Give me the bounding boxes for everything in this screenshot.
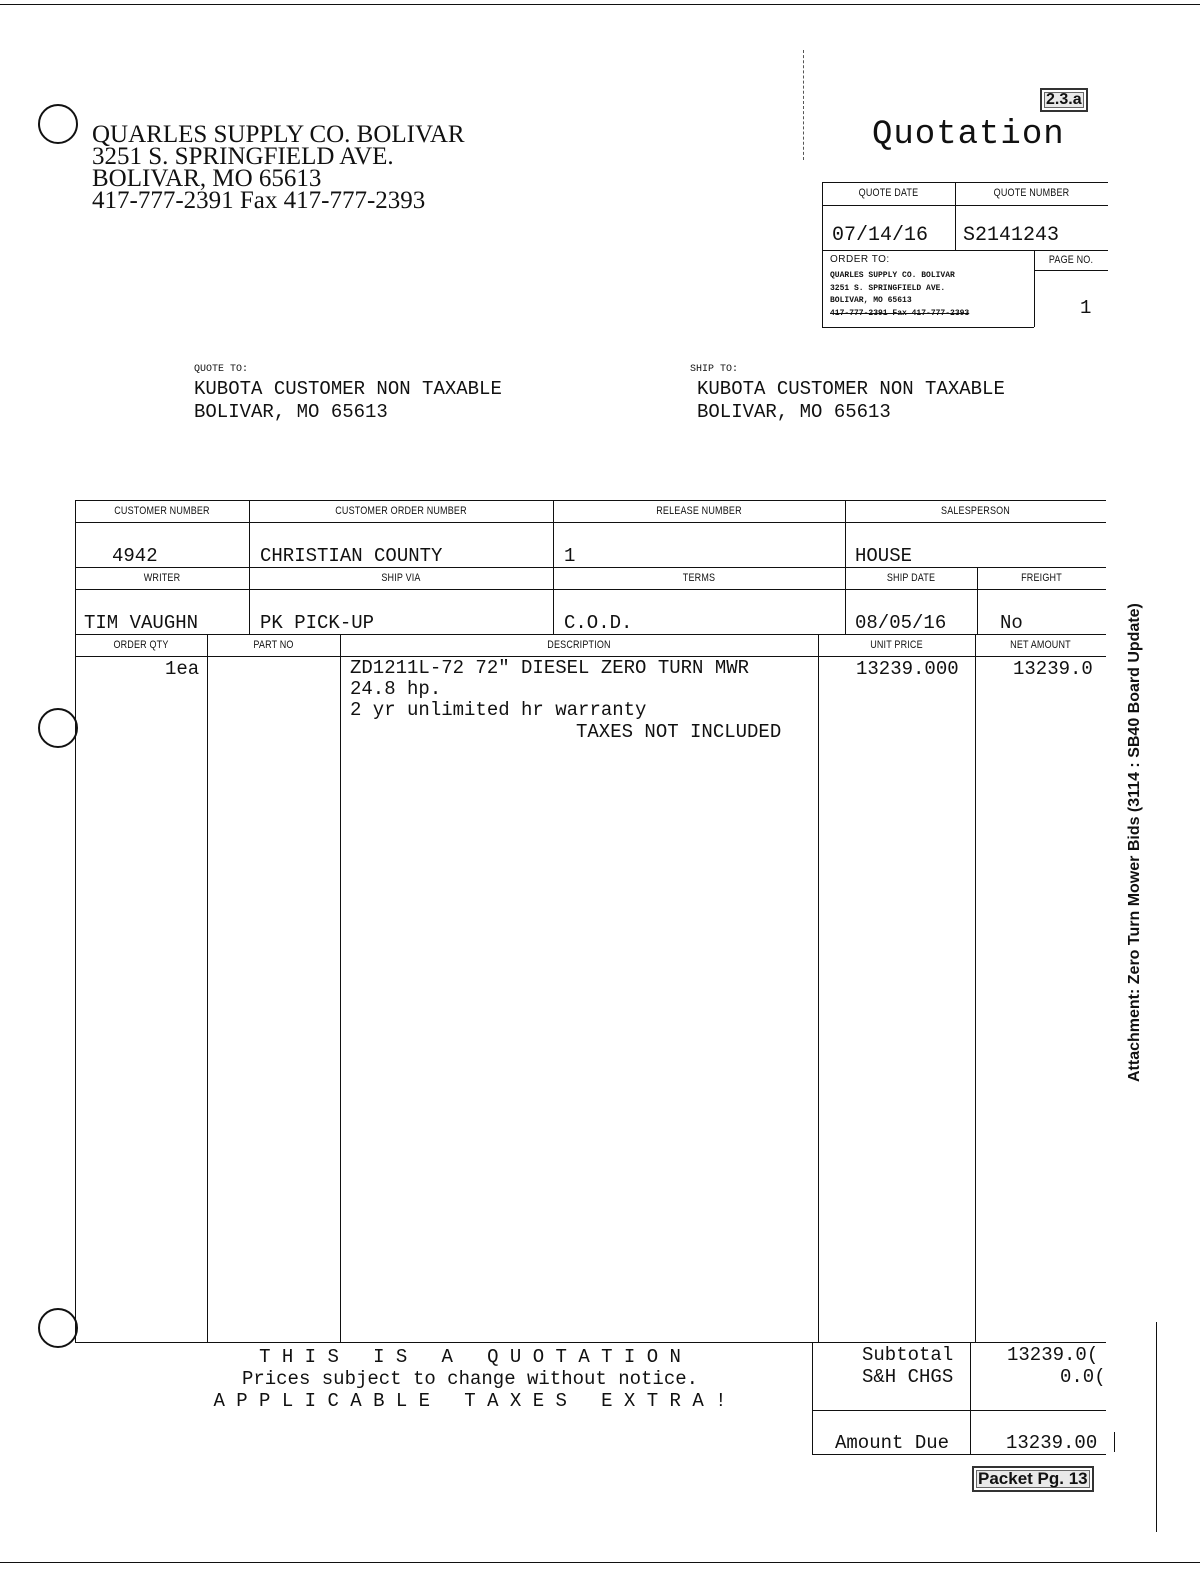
- customer-number: 4942: [112, 545, 158, 567]
- bottom-border: [0, 1562, 1200, 1563]
- ship-date: 08/05/16: [855, 612, 947, 634]
- footer-line1: T H I S I S A Q U O T A T I O N: [259, 1346, 681, 1368]
- top-border: [0, 4, 1200, 5]
- description-line: 24.8 hp.: [350, 678, 442, 700]
- customer-order-number: CHRISTIAN COUNTY: [260, 545, 443, 567]
- packet-page-stamp: Packet Pg. 13: [972, 1466, 1094, 1492]
- terms: C.O.D.: [564, 612, 633, 634]
- quote-date: 07/14/16: [832, 224, 929, 247]
- quotation-footer: [140, 1346, 800, 1412]
- sh-charges-value: 0.0(: [1060, 1366, 1106, 1388]
- ship-to-address: [697, 378, 1005, 424]
- ship-to-label: SHIP TO:: [690, 364, 739, 375]
- company-header: [92, 121, 465, 214]
- sh-charges-label: S&H CHGS: [862, 1366, 954, 1388]
- item-description: [350, 658, 749, 721]
- footer-line2: Prices subject to change without notice.: [241, 1368, 699, 1390]
- order-to-line: BOLIVAR, MO 65613: [830, 296, 912, 305]
- document-title: Quotation: [872, 116, 1065, 154]
- ship-date-label: SHIP DATE: [886, 572, 936, 584]
- release-number-label: RELEASE NUMBER: [656, 505, 742, 517]
- page-number: 1: [1080, 297, 1092, 319]
- quote-to-address: [194, 378, 502, 424]
- binder-hole-middle: [38, 708, 78, 748]
- amount-due-label: Amount Due: [835, 1432, 950, 1454]
- quote-number-label: QUOTE NUMBER: [993, 187, 1070, 199]
- ship-via: PK PICK-UP: [260, 612, 375, 634]
- tax-note: TAXES NOT INCLUDED: [576, 721, 782, 743]
- order-to-label: ORDER TO:: [830, 254, 890, 265]
- order-qty: 1ea: [165, 658, 200, 680]
- quote-to-line2: BOLIVAR, MO 65613: [194, 401, 388, 423]
- salesperson-label: SALESPERSON: [941, 505, 1010, 517]
- order-to-address: [830, 270, 969, 320]
- terms-label: TERMS: [682, 572, 716, 584]
- subtotal-value: 13239.0(: [1007, 1344, 1099, 1366]
- customer-order-number-label: CUSTOMER ORDER NUMBER: [335, 505, 467, 517]
- writer-label: WRITER: [143, 572, 181, 584]
- quote-to-line1: KUBOTA CUSTOMER NON TAXABLE: [194, 378, 502, 400]
- order-to-line: 3251 S. SPRINGFIELD AVE.: [830, 283, 946, 293]
- release-number: 1: [564, 545, 576, 567]
- description-line: 2 yr unlimited hr warranty: [350, 699, 647, 721]
- item-ref-stamp: 2.3.a: [1040, 88, 1088, 112]
- order-to-line: QUARLES SUPPLY CO. BOLIVAR: [830, 271, 955, 280]
- attachment-side-note: Attachment: Zero Turn Mower Bids (3114 : SB40 Board Update): [1126, 603, 1143, 1082]
- header-separator: [803, 50, 804, 160]
- company-city: BOLIVAR, MO 65613: [92, 165, 322, 192]
- salesperson: HOUSE: [855, 545, 913, 567]
- ship-to-line2: BOLIVAR, MO 65613: [697, 401, 891, 423]
- part-no-header: PART NO: [253, 639, 294, 651]
- quote-date-label: QUOTE DATE: [858, 187, 919, 199]
- company-phone-fax: 417-777-2391 Fax 417-777-2393: [92, 187, 426, 214]
- subtotal-label: Subtotal: [862, 1344, 954, 1366]
- writer: TIM VAUGHN: [84, 612, 199, 634]
- quote-to-label: QUOTE TO:: [194, 364, 249, 375]
- unit-price-header: UNIT PRICE: [870, 639, 923, 651]
- amount-due-value: 13239.00: [1006, 1432, 1098, 1454]
- net-amount: 13239.0: [1013, 658, 1093, 680]
- net-amount-header: NET AMOUNT: [1010, 639, 1071, 651]
- order-qty-header: ORDER QTY: [113, 639, 169, 651]
- footer-line3: A P P L I C A B L E T A X E S E X T R A !: [213, 1390, 727, 1412]
- ship-via-label: SHIP VIA: [381, 572, 421, 584]
- company-name: QUARLES SUPPLY CO. BOLIVAR: [92, 121, 465, 148]
- quote-number: S2141243: [963, 224, 1060, 247]
- right-margin-line: [1156, 1322, 1157, 1532]
- freight-label: FREIGHT: [1021, 572, 1062, 584]
- unit-price: 13239.000: [856, 658, 959, 680]
- page-no-label: PAGE NO.: [1048, 254, 1094, 266]
- company-street: 3251 S. SPRINGFIELD AVE.: [92, 143, 394, 170]
- description-header: DESCRIPTION: [547, 639, 611, 651]
- description-line: ZD1211L-72 72" DIESEL ZERO TURN MWR: [350, 657, 750, 679]
- ship-to-line1: KUBOTA CUSTOMER NON TAXABLE: [697, 378, 1005, 400]
- binder-hole-top: [38, 104, 78, 144]
- freight: No: [1000, 612, 1023, 634]
- customer-number-label: CUSTOMER NUMBER: [114, 505, 210, 517]
- binder-hole-bottom: [38, 1308, 78, 1348]
- order-to-line: 417-777-2391 Fax 417-777-2393: [830, 308, 970, 318]
